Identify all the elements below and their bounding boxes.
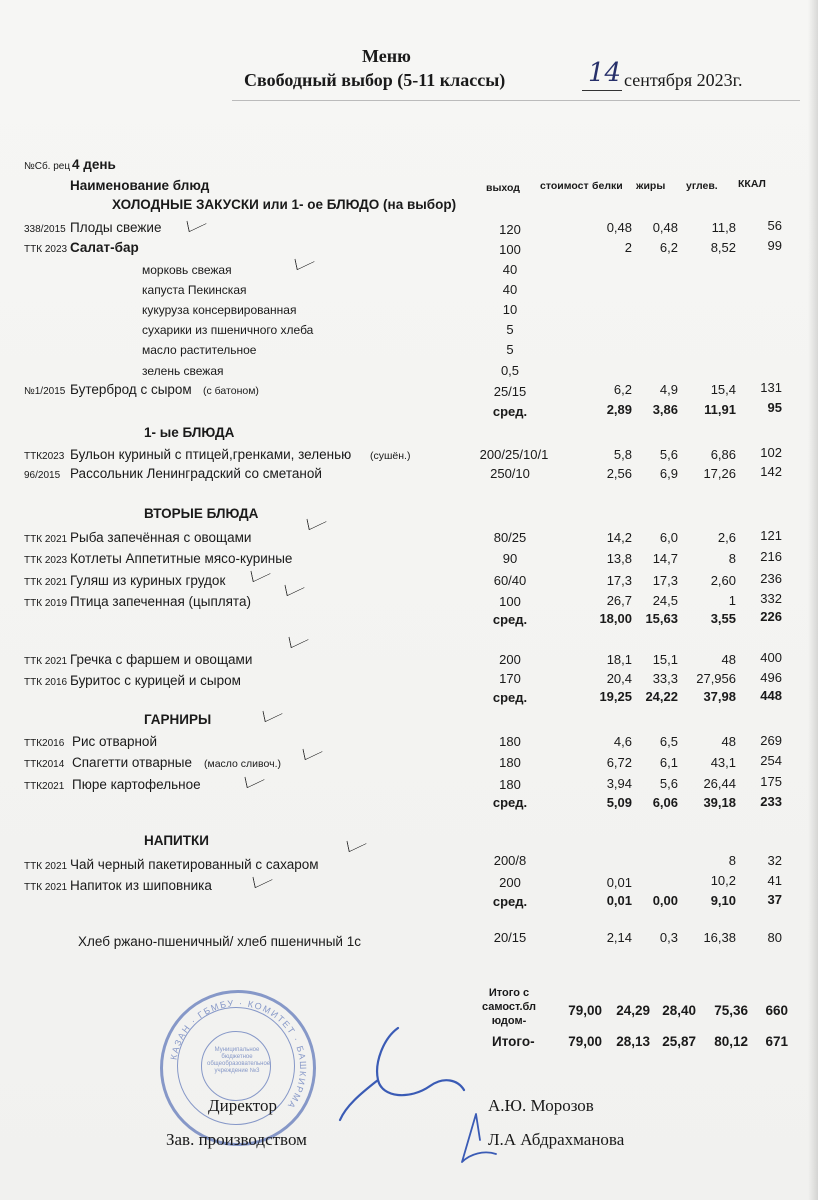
- row-dish-name: Спагетти отварные: [72, 755, 193, 770]
- average-protein: 18,00: [599, 611, 632, 626]
- row-code: ТТК 2019: [24, 598, 68, 609]
- row-dish-name: Бутерброд с сыром: [70, 382, 192, 397]
- average-fat: 0,00: [652, 893, 678, 908]
- average-fat: 15,63: [645, 611, 678, 626]
- row-protein: 17,3: [606, 573, 632, 588]
- totals-self-protein: 24,29: [616, 1003, 650, 1018]
- row-fat: 6,5: [659, 734, 678, 749]
- row-carbs: 8: [728, 551, 736, 566]
- row-protein: 6,72: [606, 755, 632, 770]
- section-side-dishes: ГАРНИРЫ: [144, 712, 212, 727]
- average-kcal: 95: [767, 400, 782, 415]
- row-protein: 5,8: [613, 447, 632, 462]
- checkmark-icon: [288, 629, 308, 649]
- director-title: Директор: [208, 1096, 277, 1115]
- row-code: ТТК2021: [24, 781, 65, 792]
- average-kcal: 233: [760, 794, 782, 809]
- totals-carbs: 80,12: [714, 1034, 748, 1049]
- official-stamp: [160, 990, 316, 1146]
- row-kcal: 99: [767, 238, 782, 253]
- totals-label: Итого-: [492, 1034, 535, 1049]
- ingredient-yield: 10: [502, 302, 518, 317]
- row-code: ТТК2023: [24, 451, 65, 462]
- ingredient-name: зелень свежая: [142, 364, 224, 378]
- totals-self-label-line3: юдом-: [491, 1015, 527, 1027]
- row-yield: 200/8: [493, 853, 527, 868]
- row-fat: 24,5: [652, 593, 678, 608]
- date-underline: [582, 90, 622, 91]
- stamp-center-text: Муниципальное бюджетное общеобразовательное учреждение №3: [207, 1047, 271, 1074]
- row-carbs: 1: [728, 593, 736, 608]
- row-dish-name: Напиток из шиповника: [70, 878, 212, 893]
- scan-edge-shadow: [808, 0, 818, 1200]
- row-yield: 180: [499, 777, 521, 792]
- row-fat: 14,7: [652, 551, 678, 566]
- row-carbs: 26,44: [703, 776, 736, 791]
- row-dish-name: Птица запеченная (цыплята): [70, 594, 251, 609]
- average-carbs: 11,91: [704, 402, 736, 417]
- row-code: ТТК 2023: [24, 244, 68, 255]
- totals-self-label: [466, 986, 552, 1028]
- ingredient-yield: 0,5: [500, 363, 520, 378]
- row-yield: 250/10: [490, 466, 530, 481]
- row-dish-name: Рассольник Ленинградский со сметаной: [70, 466, 322, 481]
- row-fat: 6,2: [659, 240, 678, 255]
- average-kcal: 448: [760, 688, 782, 703]
- header-divider: [232, 100, 800, 101]
- row-dish-name: Пюре картофельное: [72, 777, 201, 792]
- average-label: сред.: [492, 894, 528, 909]
- row-carbs: 11,8: [711, 220, 736, 235]
- row-code: 338/2015: [24, 224, 66, 235]
- row-protein: 0,48: [606, 220, 632, 235]
- row-code: ТТК 2021: [24, 577, 68, 588]
- average-protein: 0,01: [606, 893, 632, 908]
- row-code: ТТК 2016: [24, 677, 68, 688]
- row-kcal: 131: [760, 380, 782, 395]
- totals-self-label-line2: самост.бл: [481, 1001, 537, 1013]
- row-protein: 4,6: [613, 734, 632, 749]
- row-code: 96/2015: [24, 470, 61, 481]
- row-protein: 14,2: [606, 530, 632, 545]
- col-header-carbs: углев.: [686, 180, 718, 192]
- row-dish-name: Буритос с курицей и сыром: [70, 673, 241, 688]
- totals-fat: 25,87: [662, 1034, 696, 1049]
- row-yield: 200: [499, 875, 521, 890]
- stamp-arc-text: КАЗАН · ГБМБУ · КОМИТЕТ · БАШКИРМА: [168, 997, 309, 1112]
- row-yield: 20/15: [493, 930, 527, 945]
- row-fat: 6,1: [659, 755, 678, 770]
- row-carbs: 17,26: [703, 466, 736, 481]
- row-code: ТТК2014: [24, 759, 65, 770]
- row-yield: 170: [499, 671, 521, 686]
- row-carbs: 16,38: [703, 930, 736, 945]
- row-kcal: 236: [760, 571, 782, 586]
- checkmark-icon: [244, 769, 264, 789]
- row-dish-name: Плоды свежие: [70, 220, 162, 235]
- document-title: Меню: [362, 46, 411, 66]
- row-kcal: 142: [760, 464, 782, 479]
- col-header-cost: стоимост: [540, 180, 589, 192]
- row-carbs: 2,60: [710, 573, 736, 588]
- row-carbs: 8: [728, 853, 736, 868]
- average-label: сред.: [492, 795, 528, 810]
- average-carbs: 37,98: [703, 689, 736, 704]
- row-yield: 80/25: [493, 530, 527, 545]
- totals-kcal: 671: [765, 1034, 788, 1049]
- col-header-yield: выход: [486, 182, 520, 194]
- checkmark-icon: [346, 833, 366, 853]
- average-fat: 3,86: [652, 402, 678, 417]
- row-dish-name: Рыба запечённая с овощами: [70, 530, 252, 545]
- row-kcal: 80: [767, 930, 782, 945]
- row-protein: 3,94: [606, 776, 632, 791]
- row-dish-name: Гречка с фаршем и овощами: [70, 652, 253, 667]
- ingredient-yield: 40: [502, 282, 518, 297]
- row-carbs: 15,4: [710, 382, 736, 397]
- average-label: сред.: [492, 612, 528, 627]
- director-name: А.Ю. Морозов: [488, 1096, 594, 1115]
- row-carbs: 10,2: [710, 873, 736, 888]
- row-code: №1/2015: [24, 386, 66, 397]
- average-protein: 5,09: [606, 795, 632, 810]
- col-header-kcal: ККАЛ: [738, 178, 766, 190]
- average-label: сред.: [492, 404, 528, 419]
- day-label: 4 день: [72, 157, 116, 172]
- row-protein: 20,4: [606, 671, 632, 686]
- average-kcal: 226: [760, 609, 782, 624]
- checkmark-icon: [302, 741, 322, 761]
- row-protein: 6,2: [613, 382, 632, 397]
- row-carbs: 2,6: [717, 530, 736, 545]
- totals-self-kcal: 660: [765, 1003, 788, 1018]
- ingredient-yield: 5: [506, 342, 514, 357]
- row-yield: 60/40: [493, 573, 527, 588]
- section-drinks: НАПИТКИ: [144, 833, 209, 848]
- row-fat: 0,48: [652, 220, 678, 235]
- row-yield: 200: [499, 652, 521, 667]
- average-protein: 19,25: [599, 689, 632, 704]
- row-dish-name: Котлеты Аппетитные мясо-куриные: [70, 551, 293, 566]
- average-label: сред.: [492, 690, 528, 705]
- row-kcal: 102: [760, 445, 782, 460]
- average-carbs: 3,55: [710, 611, 736, 626]
- row-carbs: 48: [721, 734, 736, 749]
- row-fat: 6,0: [659, 530, 678, 545]
- col-header-protein: белки: [592, 180, 623, 192]
- row-dish-name: Хлеб ржано-пшеничный/ хлеб пшеничный 1с: [78, 934, 361, 949]
- row-fat: 33,3: [652, 671, 678, 686]
- recipe-code-header: №Сб. рец: [24, 161, 71, 172]
- checkmark-icon: [306, 511, 326, 531]
- row-kcal: 41: [767, 873, 782, 888]
- row-yield: 100: [499, 594, 521, 609]
- average-fat: 6,06: [652, 795, 678, 810]
- head-of-production-title: Зав. производством: [166, 1130, 307, 1149]
- row-kcal: 56: [767, 218, 782, 233]
- row-dish-name: Салат-бар: [70, 240, 139, 255]
- row-dish-note: (масло сливоч.): [204, 758, 282, 770]
- row-code: ТТК 2021: [24, 882, 68, 893]
- row-protein: 18,1: [606, 652, 632, 667]
- row-kcal: 32: [767, 853, 782, 868]
- row-code: ТТК2016: [24, 738, 65, 749]
- row-protein: 26,7: [606, 593, 632, 608]
- ingredient-name: капуста Пекинская: [142, 283, 247, 297]
- row-dish-name: Рис отварной: [72, 734, 157, 749]
- row-code: ТТК 2021: [24, 656, 68, 667]
- row-dish-name: Гуляш из куриных грудок: [70, 573, 226, 588]
- checkmark-icon: [284, 577, 304, 597]
- ingredient-yield: 40: [502, 262, 518, 277]
- row-fat: 17,3: [652, 573, 678, 588]
- row-yield: 180: [499, 755, 521, 770]
- section-cold-appetizers: ХОЛОДНЫЕ ЗАКУСКИ или 1- ое БЛЮДО (на выбор): [112, 197, 457, 212]
- row-dish-name: Бульон куриный с птицей,гренками, зеленью: [70, 447, 352, 462]
- section-first-courses: 1- ые БЛЮДА: [144, 425, 235, 440]
- average-protein: 2,89: [606, 402, 632, 417]
- row-yield: 120: [499, 222, 521, 237]
- row-yield: 200/25/10/1: [479, 447, 549, 462]
- head-of-production-name: Л.А Абдрахманова: [488, 1130, 625, 1149]
- ingredient-name: кукуруза консервированная: [142, 303, 297, 317]
- row-yield: 100: [499, 242, 521, 257]
- col-header-name: Наименование блюд: [70, 178, 210, 193]
- row-kcal: 496: [760, 670, 782, 685]
- row-fat: 15,1: [652, 652, 678, 667]
- row-kcal: 400: [760, 650, 782, 665]
- totals-self-label-line1: Итого с: [488, 987, 530, 999]
- average-carbs: 9,10: [710, 893, 736, 908]
- row-fat: 0,3: [659, 930, 678, 945]
- average-kcal: 37: [767, 892, 782, 907]
- totals-self-fat: 28,40: [662, 1003, 696, 1018]
- average-fat: 24,22: [645, 689, 678, 704]
- row-protein: 13,8: [606, 551, 632, 566]
- row-dish-note: (сушён.): [370, 450, 411, 462]
- row-fat: 5,6: [659, 447, 678, 462]
- row-code: ТТК 2021: [24, 861, 68, 872]
- handwritten-day: 14: [588, 58, 622, 88]
- document-subtitle: Свободный выбор (5-11 классы): [244, 70, 506, 90]
- row-code: ТТК 2023: [24, 555, 68, 566]
- row-kcal: 332: [760, 591, 782, 606]
- row-carbs: 43,1: [710, 755, 736, 770]
- average-carbs: 39,18: [703, 795, 736, 810]
- row-kcal: 121: [760, 528, 782, 543]
- row-yield: 25/15: [493, 384, 527, 399]
- row-fat: 6,9: [659, 466, 678, 481]
- row-protein: 2: [624, 240, 632, 255]
- row-kcal: 269: [760, 733, 782, 748]
- head-signature-icon: [440, 1110, 510, 1170]
- ingredient-name: масло растительное: [142, 343, 257, 357]
- section-second-courses: ВТОРЫЕ БЛЮДА: [144, 506, 259, 521]
- checkmark-icon: [262, 703, 282, 723]
- row-yield: 90: [502, 551, 518, 566]
- ingredient-name: сухарики из пшеничного хлеба: [142, 323, 314, 337]
- row-dish-name: Чай черный пакетированный с сахаром: [70, 857, 319, 872]
- checkmark-icon: [294, 251, 314, 271]
- row-carbs: 48: [721, 652, 736, 667]
- row-protein: 2,56: [606, 466, 632, 481]
- row-carbs: 8,52: [710, 240, 736, 255]
- row-fat: 5,6: [659, 776, 678, 791]
- totals-self-carbs: 75,36: [714, 1003, 748, 1018]
- row-yield: 180: [499, 734, 521, 749]
- date-text: сентября 2023г.: [624, 70, 743, 90]
- row-carbs: 6,86: [710, 447, 736, 462]
- totals-self-cost: 79,00: [568, 1003, 602, 1018]
- row-protein: 0,01: [606, 875, 632, 890]
- row-carbs: 27,956: [696, 671, 736, 686]
- row-code: ТТК 2021: [24, 534, 68, 545]
- ingredient-name: морковь свежая: [142, 263, 232, 277]
- col-header-fat: жиры: [636, 180, 666, 192]
- totals-cost: 79,00: [568, 1034, 602, 1049]
- row-protein: 2,14: [606, 930, 632, 945]
- ingredient-yield: 5: [506, 322, 514, 337]
- checkmark-icon: [186, 213, 206, 233]
- row-kcal: 175: [760, 774, 782, 789]
- row-fat: 4,9: [659, 382, 678, 397]
- totals-protein: 28,13: [616, 1034, 650, 1049]
- row-kcal: 254: [760, 753, 782, 768]
- row-dish-note: (с батоном): [203, 385, 259, 397]
- row-kcal: 216: [760, 549, 782, 564]
